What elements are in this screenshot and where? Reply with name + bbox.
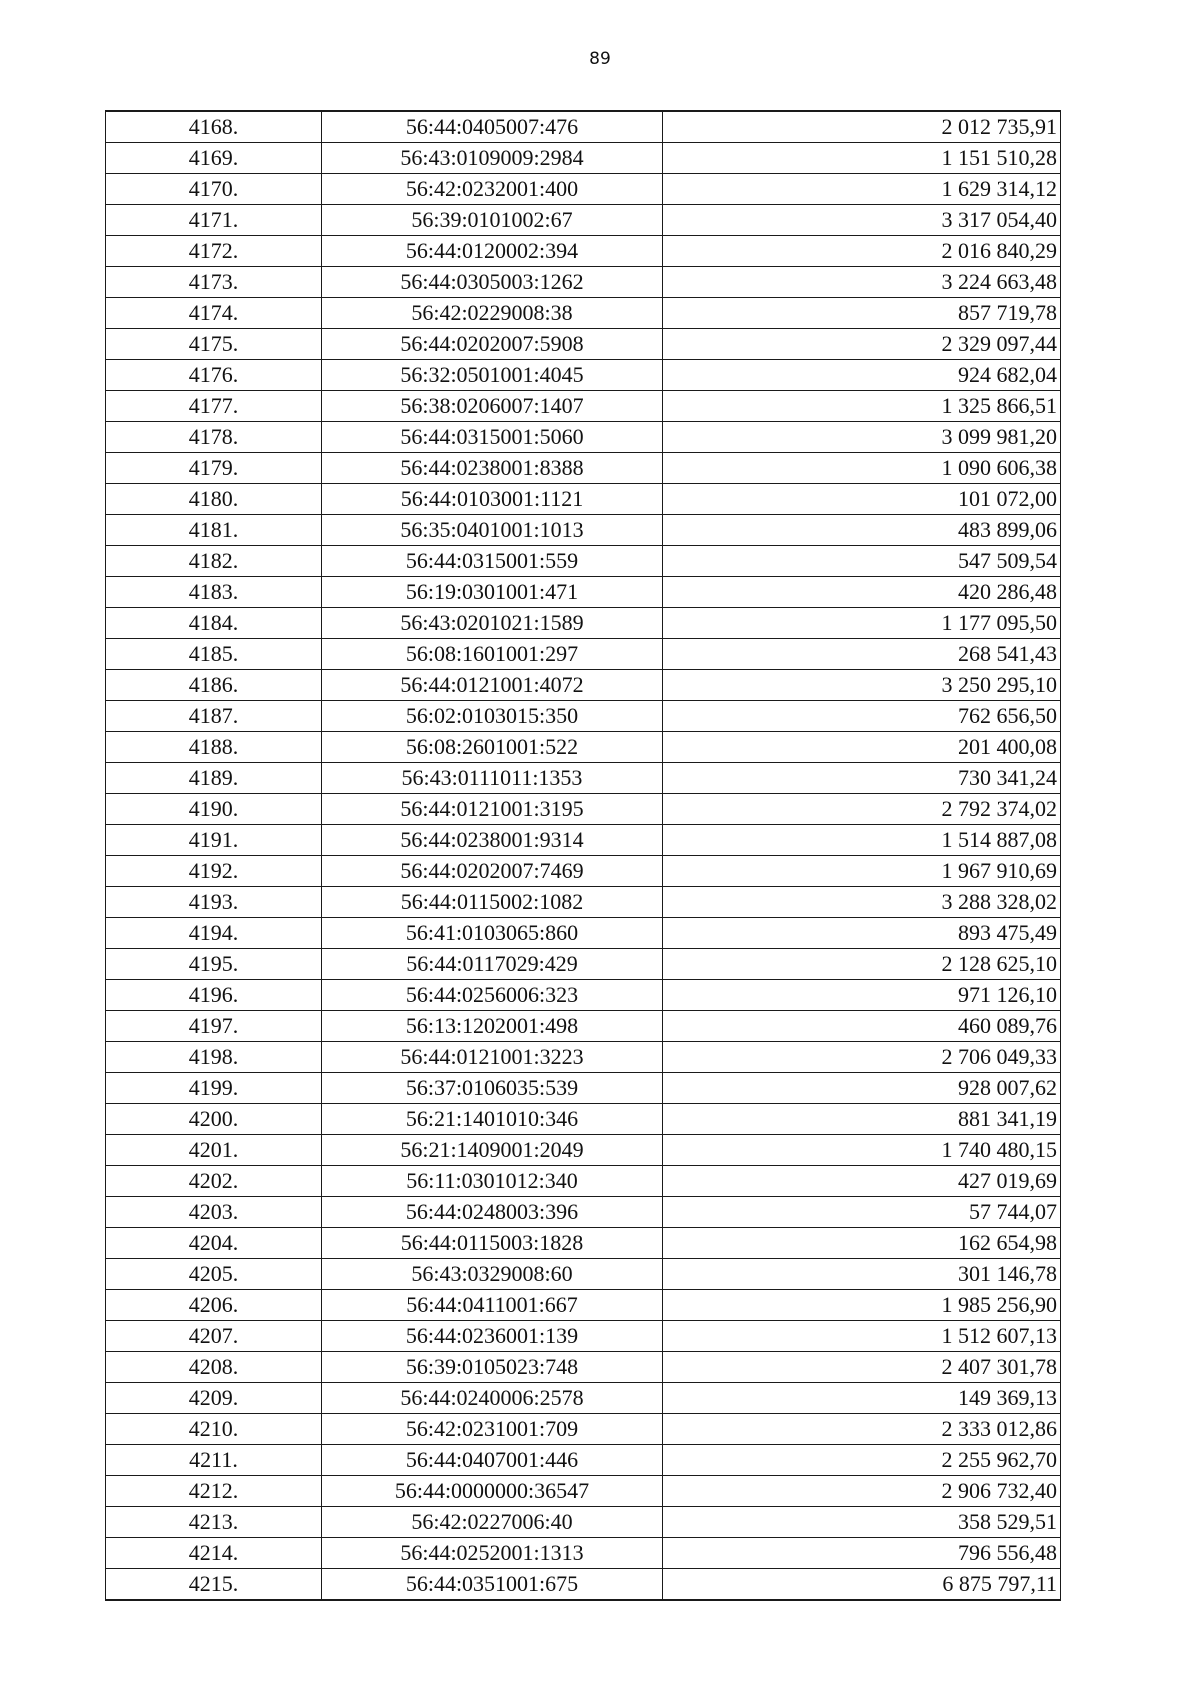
cadastral-value: 971 126,10 xyxy=(663,980,1061,1011)
cadastral-number: 56:44:0256006:323 xyxy=(322,980,663,1011)
row-number: 4207. xyxy=(106,1321,322,1352)
table-row xyxy=(106,205,1061,236)
cadastral-number: 56:43:0111011:1353 xyxy=(322,763,663,794)
row-number: 4191. xyxy=(106,825,322,856)
cadastral-value: 3 250 295,10 xyxy=(663,670,1061,701)
row-number: 4213. xyxy=(106,1507,322,1538)
cadastral-value: 2 906 732,40 xyxy=(663,1476,1061,1507)
cadastral-number: 56:21:1409001:2049 xyxy=(322,1135,663,1166)
row-number: 4169. xyxy=(106,143,322,174)
table-row xyxy=(106,143,1061,174)
table-row xyxy=(106,577,1061,608)
row-number: 4187. xyxy=(106,701,322,732)
table-row xyxy=(106,1290,1061,1321)
table-row xyxy=(106,918,1061,949)
cadastral-value: 2 706 049,33 xyxy=(663,1042,1061,1073)
cadastral-number: 56:19:0301001:471 xyxy=(322,577,663,608)
cadastral-number: 56:42:0229008:38 xyxy=(322,298,663,329)
cadastral-number: 56:44:0121001:3223 xyxy=(322,1042,663,1073)
row-number: 4209. xyxy=(106,1383,322,1414)
cadastral-value: 3 317 054,40 xyxy=(663,205,1061,236)
cadastral-number: 56:44:0315001:559 xyxy=(322,546,663,577)
row-number: 4193. xyxy=(106,887,322,918)
cadastral-value: 358 529,51 xyxy=(663,1507,1061,1538)
cadastral-value: 1 090 606,38 xyxy=(663,453,1061,484)
cadastral-number: 56:44:0202007:7469 xyxy=(322,856,663,887)
cadastral-number: 56:44:0305003:1262 xyxy=(322,267,663,298)
table-row xyxy=(106,887,1061,918)
page-number: 89 xyxy=(589,49,611,69)
cadastral-number: 56:35:0401001:1013 xyxy=(322,515,663,546)
cadastral-value: 1 325 866,51 xyxy=(663,391,1061,422)
cadastral-value: 3 099 981,20 xyxy=(663,422,1061,453)
cadastral-number: 56:44:0121001:4072 xyxy=(322,670,663,701)
row-number: 4173. xyxy=(106,267,322,298)
table-row xyxy=(106,1104,1061,1135)
cadastral-number: 56:44:0236001:139 xyxy=(322,1321,663,1352)
cadastral-number: 56:41:0103065:860 xyxy=(322,918,663,949)
table-row xyxy=(106,360,1061,391)
row-number: 4194. xyxy=(106,918,322,949)
cadastral-value: 201 400,08 xyxy=(663,732,1061,763)
table-row xyxy=(106,236,1061,267)
row-number: 4186. xyxy=(106,670,322,701)
cadastral-number: 56:08:2601001:522 xyxy=(322,732,663,763)
registry-table xyxy=(105,110,1061,1601)
cadastral-number: 56:44:0103001:1121 xyxy=(322,484,663,515)
cadastral-value: 57 744,07 xyxy=(663,1197,1061,1228)
cadastral-number: 56:43:0109009:2984 xyxy=(322,143,663,174)
row-number: 4200. xyxy=(106,1104,322,1135)
table-row xyxy=(106,1414,1061,1445)
table-row xyxy=(106,391,1061,422)
table-row xyxy=(106,484,1061,515)
cadastral-value: 427 019,69 xyxy=(663,1166,1061,1197)
row-number: 4178. xyxy=(106,422,322,453)
row-number: 4182. xyxy=(106,546,322,577)
row-number: 4211. xyxy=(106,1445,322,1476)
cadastral-value: 924 682,04 xyxy=(663,360,1061,391)
table-row xyxy=(106,980,1061,1011)
table-row xyxy=(106,1197,1061,1228)
cadastral-value: 1 967 910,69 xyxy=(663,856,1061,887)
cadastral-number: 56:13:1202001:498 xyxy=(322,1011,663,1042)
cadastral-number: 56:39:0101002:67 xyxy=(322,205,663,236)
table-row xyxy=(106,267,1061,298)
row-number: 4170. xyxy=(106,174,322,205)
row-number: 4183. xyxy=(106,577,322,608)
row-number: 4208. xyxy=(106,1352,322,1383)
table-row xyxy=(106,1383,1061,1414)
cadastral-number: 56:44:0000000:36547 xyxy=(322,1476,663,1507)
table-row xyxy=(106,1166,1061,1197)
row-number: 4206. xyxy=(106,1290,322,1321)
table-row xyxy=(106,949,1061,980)
row-number: 4184. xyxy=(106,608,322,639)
row-number: 4210. xyxy=(106,1414,322,1445)
cadastral-value: 796 556,48 xyxy=(663,1538,1061,1569)
cadastral-value: 1 514 887,08 xyxy=(663,825,1061,856)
cadastral-number: 56:37:0106035:539 xyxy=(322,1073,663,1104)
table-row xyxy=(106,825,1061,856)
cadastral-value: 881 341,19 xyxy=(663,1104,1061,1135)
table-row xyxy=(106,298,1061,329)
table-row xyxy=(106,422,1061,453)
table-row xyxy=(106,1476,1061,1507)
cadastral-number: 56:44:0117029:429 xyxy=(322,949,663,980)
row-number: 4197. xyxy=(106,1011,322,1042)
cadastral-number: 56:44:0120002:394 xyxy=(322,236,663,267)
table-row xyxy=(106,1321,1061,1352)
row-number: 4192. xyxy=(106,856,322,887)
cadastral-number: 56:21:1401010:346 xyxy=(322,1104,663,1135)
cadastral-value: 3 224 663,48 xyxy=(663,267,1061,298)
row-number: 4180. xyxy=(106,484,322,515)
cadastral-value: 1 512 607,13 xyxy=(663,1321,1061,1352)
cadastral-number: 56:44:0115003:1828 xyxy=(322,1228,663,1259)
row-number: 4176. xyxy=(106,360,322,391)
row-number: 4168. xyxy=(106,111,322,143)
row-number: 4205. xyxy=(106,1259,322,1290)
table-row xyxy=(106,1011,1061,1042)
table-row xyxy=(106,1073,1061,1104)
table-row xyxy=(106,1352,1061,1383)
cadastral-value: 2 016 840,29 xyxy=(663,236,1061,267)
cadastral-value: 2 407 301,78 xyxy=(663,1352,1061,1383)
cadastral-number: 56:44:0315001:5060 xyxy=(322,422,663,453)
row-number: 4215. xyxy=(106,1569,322,1601)
cadastral-number: 56:11:0301012:340 xyxy=(322,1166,663,1197)
row-number: 4212. xyxy=(106,1476,322,1507)
row-number: 4188. xyxy=(106,732,322,763)
table-row xyxy=(106,856,1061,887)
cadastral-value: 893 475,49 xyxy=(663,918,1061,949)
table-row xyxy=(106,174,1061,205)
cadastral-number: 56:44:0351001:675 xyxy=(322,1569,663,1601)
table-row xyxy=(106,111,1061,143)
cadastral-number: 56:38:0206007:1407 xyxy=(322,391,663,422)
registry-table-body xyxy=(106,111,1061,1600)
row-number: 4201. xyxy=(106,1135,322,1166)
row-number: 4195. xyxy=(106,949,322,980)
cadastral-value: 730 341,24 xyxy=(663,763,1061,794)
cadastral-number: 56:44:0248003:396 xyxy=(322,1197,663,1228)
cadastral-number: 56:44:0202007:5908 xyxy=(322,329,663,360)
cadastral-value: 1 740 480,15 xyxy=(663,1135,1061,1166)
cadastral-number: 56:44:0252001:1313 xyxy=(322,1538,663,1569)
table-row xyxy=(106,453,1061,484)
cadastral-number: 56:44:0238001:8388 xyxy=(322,453,663,484)
cadastral-number: 56:44:0121001:3195 xyxy=(322,794,663,825)
cadastral-value: 2 792 374,02 xyxy=(663,794,1061,825)
cadastral-value: 149 369,13 xyxy=(663,1383,1061,1414)
cadastral-value: 1 151 510,28 xyxy=(663,143,1061,174)
row-number: 4179. xyxy=(106,453,322,484)
row-number: 4175. xyxy=(106,329,322,360)
table-row xyxy=(106,1507,1061,1538)
cadastral-number: 56:43:0329008:60 xyxy=(322,1259,663,1290)
row-number: 4204. xyxy=(106,1228,322,1259)
row-number: 4198. xyxy=(106,1042,322,1073)
cadastral-number: 56:44:0407001:446 xyxy=(322,1445,663,1476)
cadastral-value: 857 719,78 xyxy=(663,298,1061,329)
table-row xyxy=(106,794,1061,825)
row-number: 4202. xyxy=(106,1166,322,1197)
cadastral-value: 420 286,48 xyxy=(663,577,1061,608)
cadastral-number: 56:44:0240006:2578 xyxy=(322,1383,663,1414)
table-row xyxy=(106,1042,1061,1073)
cadastral-value: 2 329 097,44 xyxy=(663,329,1061,360)
table-row xyxy=(106,515,1061,546)
row-number: 4214. xyxy=(106,1538,322,1569)
table-row xyxy=(106,763,1061,794)
cadastral-value: 3 288 328,02 xyxy=(663,887,1061,918)
cadastral-value: 2 012 735,91 xyxy=(663,111,1061,143)
cadastral-value: 2 333 012,86 xyxy=(663,1414,1061,1445)
cadastral-number: 56:43:0201021:1589 xyxy=(322,608,663,639)
table-row xyxy=(106,1569,1061,1601)
cadastral-value: 460 089,76 xyxy=(663,1011,1061,1042)
table-row xyxy=(106,732,1061,763)
table-row xyxy=(106,1538,1061,1569)
cadastral-number: 56:02:0103015:350 xyxy=(322,701,663,732)
table-row xyxy=(106,1135,1061,1166)
row-number: 4189. xyxy=(106,763,322,794)
cadastral-value: 2 128 625,10 xyxy=(663,949,1061,980)
row-number: 4203. xyxy=(106,1197,322,1228)
row-number: 4181. xyxy=(106,515,322,546)
table-row xyxy=(106,1445,1061,1476)
cadastral-number: 56:44:0411001:667 xyxy=(322,1290,663,1321)
cadastral-value: 268 541,43 xyxy=(663,639,1061,670)
table-row xyxy=(106,329,1061,360)
row-number: 4190. xyxy=(106,794,322,825)
table-row xyxy=(106,608,1061,639)
cadastral-value: 101 072,00 xyxy=(663,484,1061,515)
cadastral-number: 56:08:1601001:297 xyxy=(322,639,663,670)
cadastral-number: 56:42:0227006:40 xyxy=(322,1507,663,1538)
cadastral-number: 56:42:0232001:400 xyxy=(322,174,663,205)
cadastral-value: 928 007,62 xyxy=(663,1073,1061,1104)
cadastral-value: 483 899,06 xyxy=(663,515,1061,546)
cadastral-value: 301 146,78 xyxy=(663,1259,1061,1290)
cadastral-number: 56:32:0501001:4045 xyxy=(322,360,663,391)
row-number: 4171. xyxy=(106,205,322,236)
cadastral-value: 1 629 314,12 xyxy=(663,174,1061,205)
table-row xyxy=(106,1228,1061,1259)
table-row xyxy=(106,670,1061,701)
table-row xyxy=(106,701,1061,732)
table-row xyxy=(106,546,1061,577)
table-row xyxy=(106,1259,1061,1290)
row-number: 4199. xyxy=(106,1073,322,1104)
cadastral-number: 56:44:0405007:476 xyxy=(322,111,663,143)
row-number: 4185. xyxy=(106,639,322,670)
cadastral-number: 56:44:0115002:1082 xyxy=(322,887,663,918)
table-row xyxy=(106,639,1061,670)
row-number: 4196. xyxy=(106,980,322,1011)
row-number: 4177. xyxy=(106,391,322,422)
row-number: 4174. xyxy=(106,298,322,329)
cadastral-number: 56:42:0231001:709 xyxy=(322,1414,663,1445)
cadastral-value: 762 656,50 xyxy=(663,701,1061,732)
cadastral-value: 1 177 095,50 xyxy=(663,608,1061,639)
row-number: 4172. xyxy=(106,236,322,267)
cadastral-number: 56:44:0238001:9314 xyxy=(322,825,663,856)
cadastral-value: 6 875 797,11 xyxy=(663,1569,1061,1601)
cadastral-value: 547 509,54 xyxy=(663,546,1061,577)
cadastral-value: 2 255 962,70 xyxy=(663,1445,1061,1476)
cadastral-value: 162 654,98 xyxy=(663,1228,1061,1259)
cadastral-value: 1 985 256,90 xyxy=(663,1290,1061,1321)
cadastral-number: 56:39:0105023:748 xyxy=(322,1352,663,1383)
